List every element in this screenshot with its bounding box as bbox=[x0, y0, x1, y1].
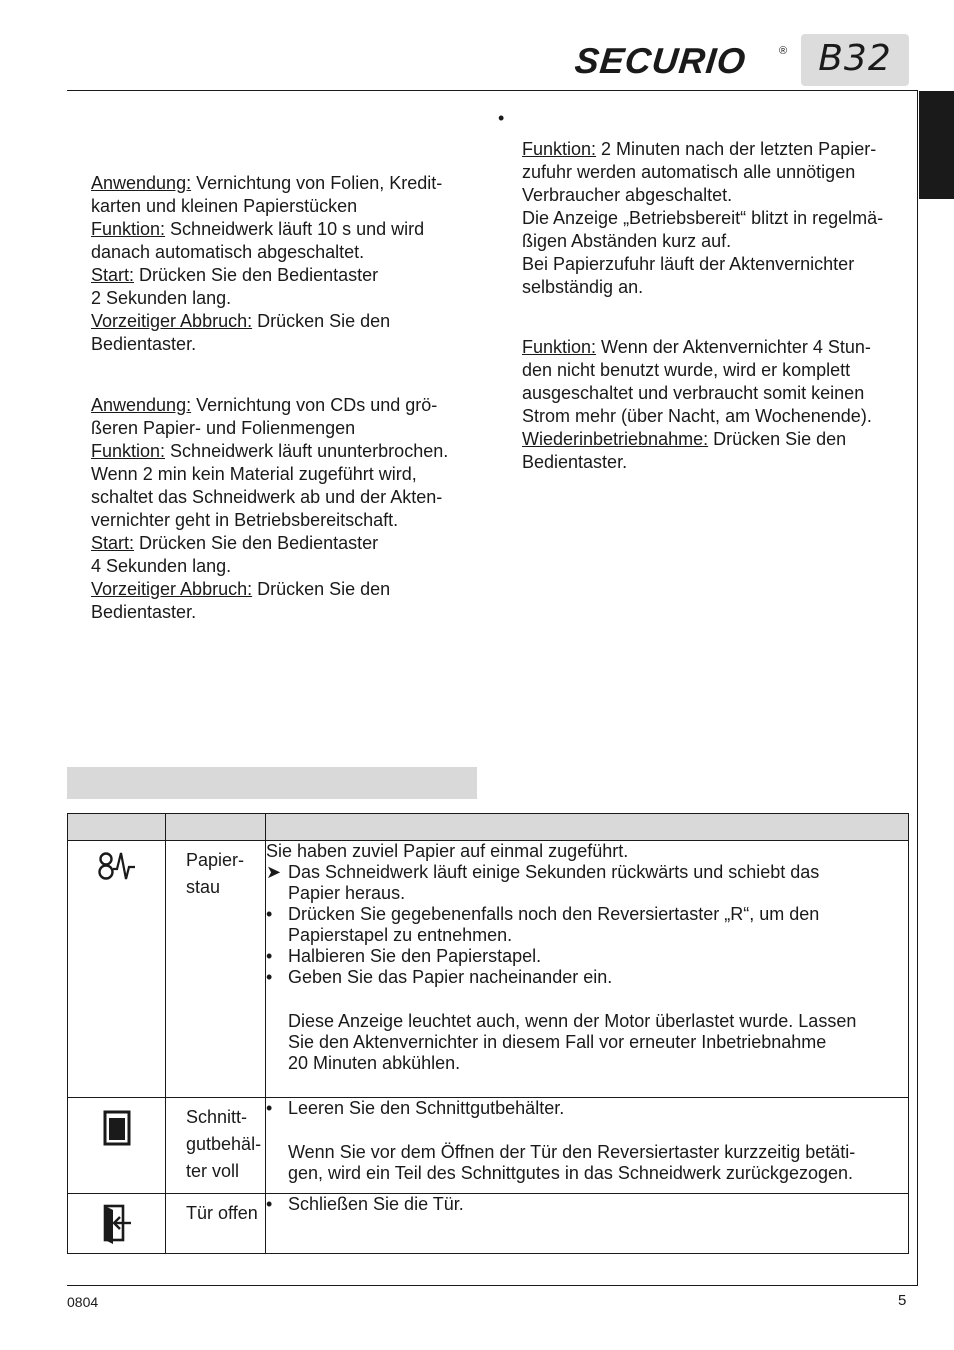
bullet: • bbox=[266, 1194, 273, 1214]
note: Diese Anzeige leuchtet auch, wenn der Motor überlastet wurde. Lassen Sie den Aktenvernichter in diesem Fall vor erneuter Inbetriebnahme 20 Minuten abkühlen. bbox=[288, 1011, 857, 1073]
header-rule bbox=[67, 90, 918, 91]
header-cell-action bbox=[266, 814, 909, 841]
status-cell: Tür offen bbox=[166, 1194, 266, 1254]
icon-cell bbox=[68, 1194, 166, 1254]
list-item: • Halbieren Sie den Papierstapel. bbox=[266, 946, 542, 966]
error-table bbox=[67, 813, 909, 1254]
footer-rule bbox=[67, 1285, 918, 1286]
list-item: • Leeren Sie den Schnittgutbehälter. bbox=[266, 1098, 565, 1118]
right-margin-rule bbox=[917, 90, 918, 1286]
note: Wenn Sie vor dem Öffnen der Tür den Reversiertaster kurzzeitig betäti- gen, wird ein Teil des Schnittgutes in das Schneidwerk zurückgezogen. bbox=[288, 1142, 856, 1183]
section-heading-bar bbox=[67, 767, 477, 799]
label-abbruch: Vorzeitiger Abbruch: bbox=[91, 311, 253, 331]
list-item: • Geben Sie das Papier nacheinander ein. bbox=[266, 967, 613, 987]
header-cell-icon bbox=[68, 814, 166, 841]
label-funktion: Funktion: bbox=[522, 139, 597, 159]
right-block-2: Funktion: Wenn der Aktenvernichter 4 Stun- den nicht benutzt wurde, wird er komplett ausgeschaltet und verbraucht somit keinen Strom mehr (über Nacht, am Wochenende). Wiederinbetriebnahme: Drücken Sie den Bedientaster. bbox=[522, 337, 872, 472]
label-anwendung: Anwendung: bbox=[91, 395, 192, 415]
icon-cell bbox=[68, 1098, 166, 1194]
table-row bbox=[68, 1098, 909, 1194]
brand-logo: SECURIO bbox=[572, 40, 749, 81]
page-number: 5 bbox=[898, 1292, 907, 1309]
arrow-icon: ➤ bbox=[266, 862, 282, 882]
table-row bbox=[68, 1194, 909, 1254]
bullet: • bbox=[266, 1098, 273, 1118]
footer-code: 0804 bbox=[67, 1294, 99, 1310]
header-cell-status bbox=[166, 814, 266, 841]
right-block-1: Funktion: 2 Minuten nach der letzten Papier- zufuhr werden automatisch alle unnötigen Verbraucher abgeschaltet. Die Anzeige „Betriebsbereit“ blitzt in regelmä- ßigen Abständen kurz auf. Bei Papierzufuhr läuft der Aktenvernichter selbständig an. bbox=[522, 139, 884, 297]
left-block-2: Anwendung: Vernichtung von CDs und grö- ßeren Papier- und Folienmengen Funktion: Schneidwerk läuft ununterbrochen. Wenn 2 min kein Material zugeführt wird, schaltet das Schneidwerk ab und der Akten- vernichter geht in Betriebsbereitschaft. Start: Drücken Sie den Bedientaster 4 Sekunden lang. Vorzeitiger Abbruch: Drücken Sie den Bedientaster. bbox=[91, 395, 449, 622]
bullet: • bbox=[498, 108, 505, 128]
label-start: Start: bbox=[91, 533, 135, 553]
list-item: ➤ Das Schneidwerk läuft einige Sekunden rückwärts und schiebt das Papier heraus. bbox=[266, 862, 820, 903]
list-item: • Schließen Sie die Tür. bbox=[266, 1194, 464, 1214]
left-block-1: Anwendung: Vernichtung von Folien, Kredit- karten und kleinen Papierstücken Funktion: Schneidwerk läuft 10 s und wird danach automatisch abgeschaltet. Start: Drücken Sie den Bedientaster 2 Sekunden lang. Vorzeitiger Abbruch: Drücken Sie den Bedientaster. bbox=[91, 173, 443, 354]
door-open-icon bbox=[93, 1198, 141, 1248]
label-abbruch: Vorzeitiger Abbruch: bbox=[91, 579, 253, 599]
status-cell: Papier- stau bbox=[166, 841, 266, 1098]
action-cell bbox=[266, 1194, 909, 1254]
label-funktion: Funktion: bbox=[91, 441, 166, 461]
label-wiederinbetriebnahme: Wiederinbetriebnahme: bbox=[522, 429, 709, 449]
action-cell: Sie haben zuviel Papier auf einmal zugeführt. ➤ Das Schneidwerk läuft einige Sekunden rückwärts und schiebt das Papier heraus. • Drücken Sie gegebenenfalls noch den Reversiertaster „R“, um den Papierstapel zu entnehmen. • Halbieren Sie den Papierstapel. • Geben Sie das Papier nacheinander ein. Diese Anzeige leuchtet auch, wenn der Motor überlastet wurde. Lassen Sie den Aktenvernichter in diesem Fall vor erneuter Inbetriebnahme 20 Minuten abkühlen. bbox=[266, 841, 909, 1098]
table-header-row bbox=[68, 814, 909, 841]
bullet: • bbox=[266, 967, 273, 987]
table-row bbox=[68, 841, 909, 1098]
icon-cell bbox=[68, 841, 166, 1098]
label-anwendung: Anwendung: bbox=[91, 173, 192, 193]
bullet: • bbox=[266, 946, 273, 966]
bin-full-icon bbox=[93, 1104, 141, 1152]
status-cell: Schnitt- gutbehäl- ter voll bbox=[166, 1098, 266, 1194]
registered-mark: ® bbox=[779, 45, 788, 57]
label-funktion: Funktion: bbox=[91, 219, 166, 239]
label-start: Start: bbox=[91, 265, 135, 285]
model-label: B32 bbox=[818, 38, 892, 79]
bullet: • bbox=[266, 904, 273, 924]
chapter-tab bbox=[919, 91, 954, 199]
label-funktion: Funktion: bbox=[522, 337, 597, 357]
paper-jam-icon bbox=[93, 845, 141, 893]
list-item: • Drücken Sie gegebenenfalls noch den Reversiertaster „R“, um den Papierstapel zu entnehmen. bbox=[266, 904, 820, 945]
action-cell bbox=[266, 1098, 909, 1194]
